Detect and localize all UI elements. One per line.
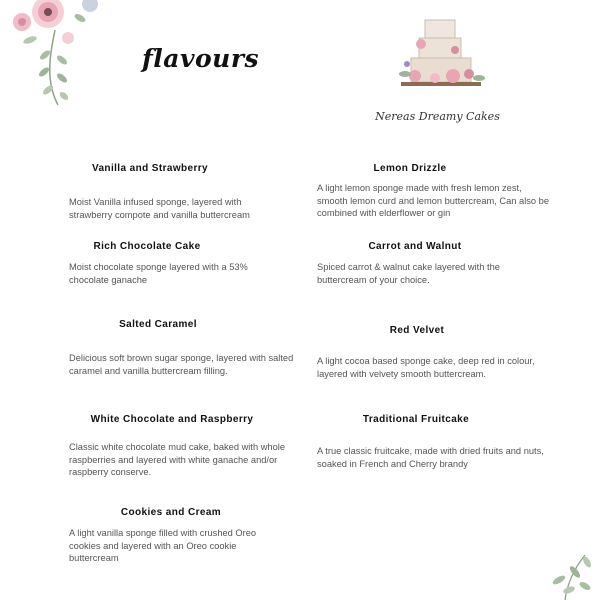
flavour-name: Carrot and Walnut [368,241,462,252]
brand-name: Nereas Dreamy Cakes [375,110,500,123]
flavour-description: Delicious soft brown sugar sponge, layered with salted caramel and vanilla buttercream filling. [69,353,294,376]
cake-logo [395,14,490,110]
flavour-name: Rich Chocolate Cake [93,241,201,252]
flavour-description: Moist chocolate sponge layered with a 53% chocolate ganache [69,262,248,285]
flavour-description: A light vanilla sponge filled with crushed Oreo cookies and layered with an Oreo cookie buttercream [69,528,257,564]
flavour-name: Vanilla and Strawberry [91,163,209,174]
flavour-description: A true classic fruitcake, made with dried fruits and nuts, soaked in French and Cherry brandy [317,446,544,469]
flavour-description: A light cocoa based sponge cake, deep red in colour, layered with velvety smooth buttercream. [317,356,535,379]
page-title: flavours [142,44,260,73]
leaf-corner-bottom-right [545,550,600,600]
rose-flower-icon [13,0,98,44]
flavour-name: Lemon Drizzle [373,163,447,174]
leaf-sprig-icon [551,555,592,600]
flavour-name: Traditional Fruitcake [362,414,470,425]
floral-corner-top-left [0,0,110,115]
flavour-name: Cookies and Cream [120,507,222,518]
flavour-name: White Chocolate and Raspberry [90,414,254,425]
flavour-description: A light lemon sponge made with fresh lemon zest, smooth lemon curd and lemon buttercream, Can also be combined with elderflower or gin [317,183,550,219]
flavour-name: Red Velvet [389,325,445,336]
flavour-description: Moist Vanilla infused sponge, layered with strawberry compote and vanilla buttercream [69,197,250,220]
cake-icon [399,20,485,86]
flavour-description: Spiced carrot & walnut cake layered with the buttercream of your choice. [317,262,500,285]
flavour-name: Salted Caramel [119,319,197,330]
flavour-description: Classic white chocolate mud cake, baked with whole raspberries and layered with white ganache and/or raspberry conserve. [69,442,286,478]
